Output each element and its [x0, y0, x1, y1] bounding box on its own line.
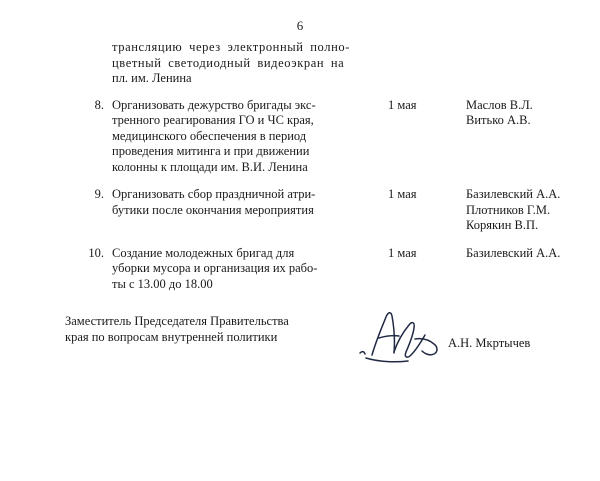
item-persons: [466, 98, 600, 129]
item-date: 1 мая: [388, 187, 417, 201]
item-text-line: уборки мусора и организация их рабо-: [112, 261, 318, 275]
person-name: Маслов В.Л.: [466, 97, 533, 112]
document-body: [0, 40, 600, 303]
person-name: Витько А.В.: [466, 113, 531, 127]
item-text-line: Организовать сбор праздничной атри-: [112, 187, 316, 201]
signatory-title-line: края по вопросам внутренней политики: [65, 330, 278, 344]
person-name: Базилевский А.А.: [466, 245, 561, 260]
item-date: 1 мая: [388, 97, 417, 112]
handwritten-signature-icon: [352, 305, 462, 367]
signatory-name: А.Н. Мкртычев: [448, 336, 531, 350]
signatory-title: [65, 313, 365, 345]
person-name: Плотников Г.М.: [466, 202, 551, 217]
item-text-line: ты с 13.00 до 18.00: [112, 276, 213, 291]
signature-block: [0, 313, 600, 373]
signatory-title-line: Заместитель Председателя Правительства: [65, 314, 289, 328]
item-persons: [466, 187, 600, 234]
item-text-line: трансляцию через электронный полно-: [112, 40, 350, 54]
table-row: [0, 98, 600, 176]
item-text: [112, 246, 388, 293]
table-row: [0, 40, 600, 87]
item-number: 9.: [94, 187, 104, 201]
item-text-line: бутики после окончания мероприятия: [112, 202, 314, 217]
item-text-line: Создание молодежных бригад для: [112, 245, 295, 260]
item-date: 1 мая: [388, 245, 417, 260]
item-text-line: медицинского обеспечения в период: [112, 128, 307, 143]
item-text-line: тренного реагирования ГО и ЧС края,: [112, 113, 314, 127]
item-text-line: проведения митинга и при движении: [112, 144, 310, 158]
item-number: 8.: [94, 97, 104, 112]
item-text-line: цветный светодиодный видеоэкран на: [112, 55, 345, 70]
page-number: 6: [296, 18, 304, 33]
item-text: [112, 187, 388, 218]
item-persons: [466, 246, 600, 262]
person-name: Базилевский А.А.: [466, 187, 561, 201]
item-text-line: колонны к площади им. В.И. Ленина: [112, 159, 308, 174]
item-text: [112, 40, 388, 87]
table-row: [0, 246, 600, 293]
item-text-line: пл. им. Ленина: [112, 71, 192, 85]
item-number: 10.: [88, 245, 104, 260]
item-text-line: Организовать дежурство бригады экс-: [112, 97, 316, 112]
table-row: [0, 187, 600, 234]
item-text: [112, 98, 388, 176]
person-name: Корякин В.П.: [466, 218, 539, 232]
